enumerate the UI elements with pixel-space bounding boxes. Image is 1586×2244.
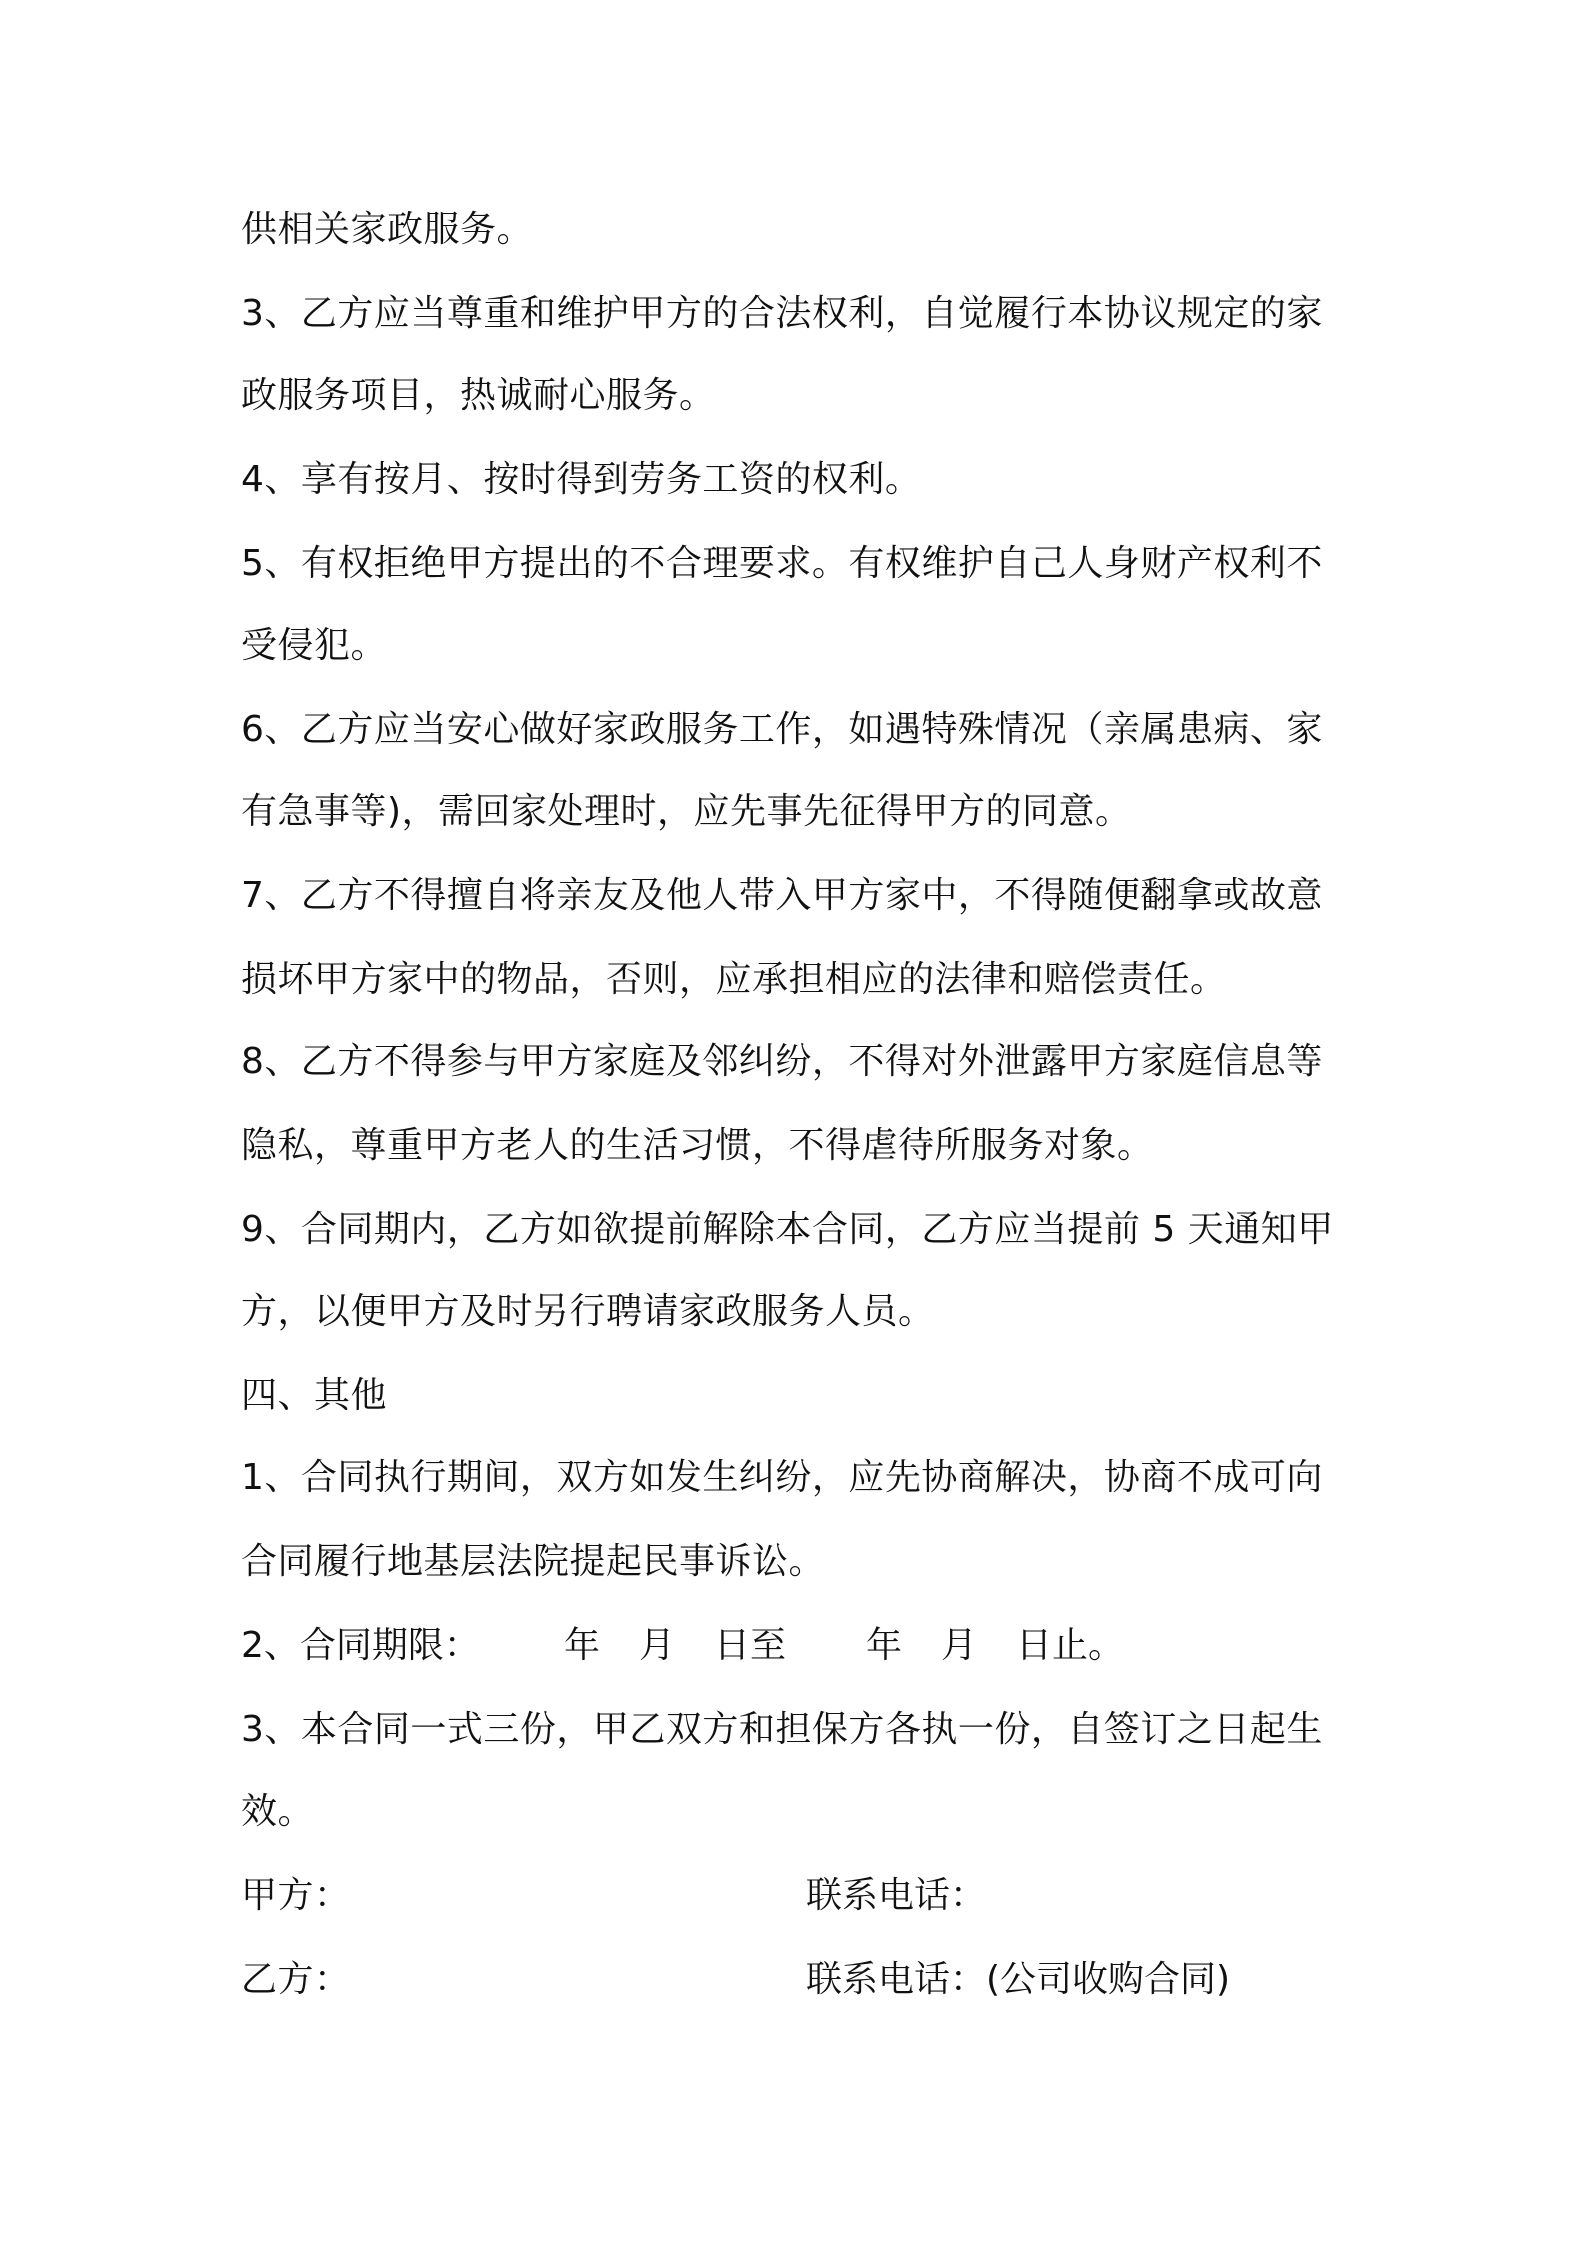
- body-line: 方，以便甲方及时另行聘请家政服务人员。: [241, 1291, 935, 1332]
- term-year-to: 年: [866, 1625, 903, 1666]
- party-b-label: 乙方：: [241, 1959, 351, 2000]
- party-a-label: 甲方：: [241, 1875, 351, 1916]
- party-b-phone-label: 联系电话：(公司收购合同): [806, 1959, 1231, 2000]
- body-line: 损坏甲方家中的物品，否则，应承担相应的法律和赔偿责任。: [241, 959, 1227, 1000]
- body-line: 政服务项目，热诚耐心服务。: [241, 375, 716, 416]
- body-line: 隐私，尊重甲方老人的生活习惯，不得虐待所服务对象。: [241, 1125, 1154, 1166]
- body-line: 4、享有按月、按时得到劳务工资的权利。: [241, 459, 922, 500]
- section-heading: 四、其他: [241, 1375, 388, 1416]
- body-line: 合同履行地基层法院提起民事诉讼。: [241, 1541, 826, 1582]
- body-line: 7、乙方不得擅自将亲友及他人带入甲方家中，不得随便翻拿或故意: [241, 875, 1323, 916]
- body-line: 1、合同执行期间，双方如发生纠纷，应先协商解决，协商不成可向: [241, 1457, 1323, 1498]
- body-line: 9、合同期内，乙方如欲提前解除本合同，乙方应当提前 5 天通知甲: [241, 1209, 1334, 1250]
- body-line: 6、乙方应当安心做好家政服务工作，如遇特殊情况（亲属患病、家: [241, 709, 1323, 750]
- body-line: 3、乙方应当尊重和维护甲方的合法权利，自觉履行本协议规定的家: [241, 293, 1323, 334]
- party-a-phone-label: 联系电话：: [806, 1875, 987, 1916]
- term-day-to: 日止。: [1016, 1625, 1125, 1666]
- term-month-to: 月: [941, 1625, 978, 1666]
- body-line: 8、乙方不得参与甲方家庭及邻纠纷，不得对外泄露甲方家庭信息等: [241, 1041, 1323, 1082]
- body-line: 受侵犯。: [241, 625, 388, 666]
- body-line: 3、本合同一式三份，甲乙双方和担保方各执一份，自签订之日起生: [241, 1709, 1323, 1750]
- term-day-from: 日至: [714, 1625, 787, 1666]
- term-year-from: 年: [564, 1625, 601, 1666]
- body-line: 供相关家政服务。: [241, 209, 534, 250]
- body-line: 有急事等)，需回家处理时，应先事先征得甲方的同意。: [241, 791, 1132, 832]
- term-month-from: 月: [639, 1625, 676, 1666]
- body-line: 5、有权拒绝甲方提出的不合理要求。有权维护自己人身财产权利不: [241, 543, 1323, 584]
- contract-term-label: 2、合同期限：: [241, 1625, 480, 1666]
- body-line: 效。: [241, 1791, 315, 1832]
